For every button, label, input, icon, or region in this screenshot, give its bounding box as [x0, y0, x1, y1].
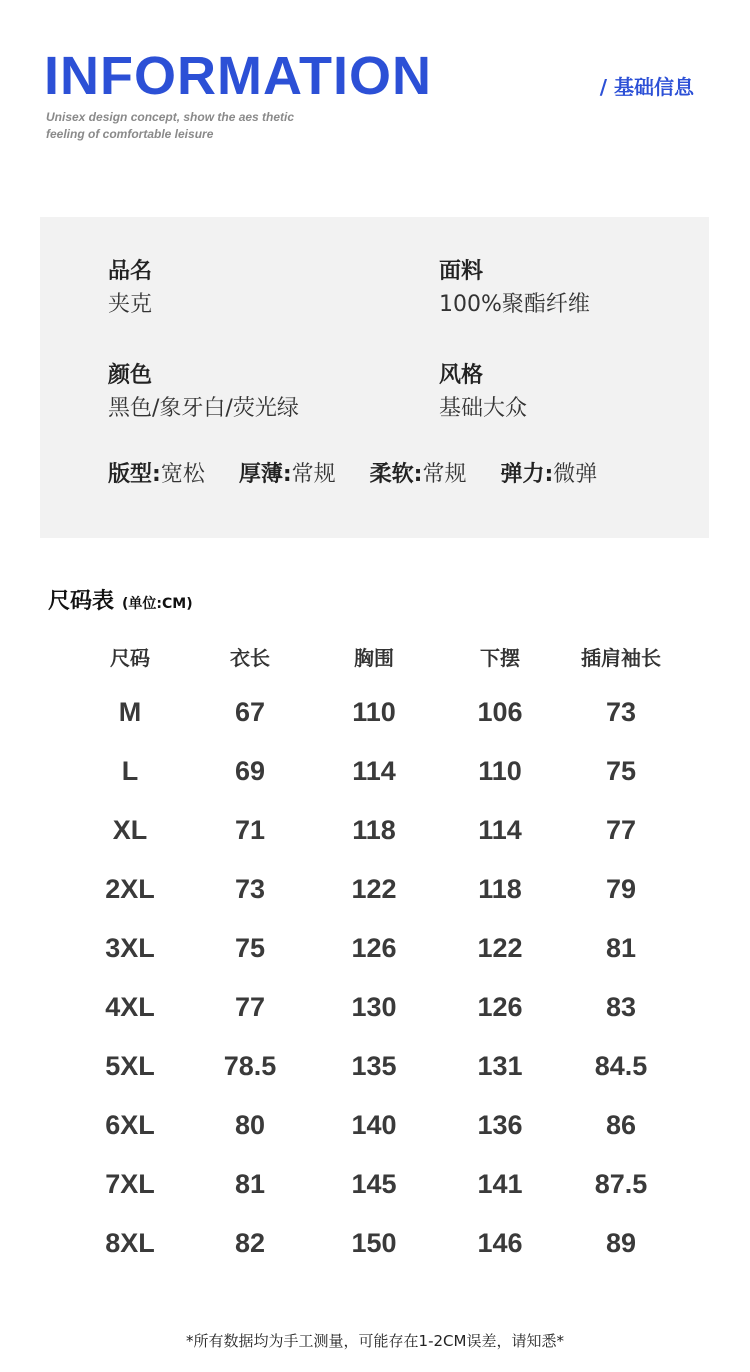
measurement-cell: 75 [605, 756, 637, 786]
table-row [0, 812, 750, 871]
info-value: 夹克 [108, 292, 153, 317]
measurement-cell: 110 [478, 756, 522, 786]
attr-key: 版型: [108, 462, 161, 487]
size-chart-unit: (单位:CM) [122, 596, 193, 612]
measurement-cell: 126 [351, 933, 397, 963]
measurement-cell: 106 [477, 697, 523, 727]
measurement-cell: 114 [478, 815, 522, 845]
measurement-cell: 122 [351, 874, 397, 904]
attr-key: 柔软: [369, 462, 423, 487]
info-fabric [439, 257, 590, 320]
attr-value: 微弹 [553, 462, 598, 487]
measurement-cell: 79 [605, 874, 637, 904]
table-row [0, 1048, 750, 1107]
attr-softness [370, 460, 467, 490]
attr-key: 弹力: [500, 462, 554, 487]
table-body [0, 694, 750, 1284]
measurement-cell: 78.5 [223, 1051, 277, 1081]
table-row [0, 1225, 750, 1284]
size-cell: M [118, 697, 142, 727]
attr-thickness [239, 460, 336, 490]
info-product-name [108, 257, 152, 320]
measurement-cell: 81 [605, 933, 637, 963]
table-row [0, 1107, 750, 1166]
basic-info-panel [40, 217, 709, 538]
size-cell: 3XL [105, 933, 155, 963]
table-row [0, 989, 750, 1048]
measurement-cell: 145 [351, 1169, 397, 1199]
attr-value: 常规 [291, 462, 336, 487]
measurement-cell: 135 [351, 1051, 397, 1081]
info-value: 100%聚酯纤维 [439, 292, 590, 317]
measurement-cell: 130 [351, 992, 397, 1022]
measurement-cell: 80 [234, 1110, 266, 1140]
info-label: 面料 [439, 259, 484, 284]
measurement-cell: 73 [234, 874, 266, 904]
measurement-cell: 81 [234, 1169, 266, 1199]
size-cell: 5XL [105, 1051, 155, 1081]
measurement-cell: 84.5 [594, 1051, 648, 1081]
section-label: / 基础信息 [599, 75, 694, 99]
size-cell: L [121, 756, 139, 786]
attr-elasticity [500, 460, 597, 490]
attribute-row [108, 460, 631, 490]
measurement-cell: 67 [234, 697, 266, 727]
info-value: 基础大众 [439, 396, 528, 421]
column-header: 插肩袖长 [581, 646, 661, 670]
measurement-cell: 131 [477, 1051, 523, 1081]
header-subtitle-line: Unisex design concept, show the aes thetic [46, 110, 295, 124]
measurement-cell: 75 [234, 933, 266, 963]
size-chart-heading: 尺码表 [48, 589, 115, 614]
info-color [108, 361, 299, 424]
measurement-cell: 150 [351, 1228, 397, 1258]
info-value: 黑色/象牙白/荧光绿 [108, 396, 299, 421]
size-table [0, 640, 750, 1284]
measurement-cell: 114 [352, 756, 396, 786]
measurement-cell: 71 [234, 815, 266, 845]
measurement-cell: 82 [234, 1228, 266, 1258]
size-cell: 4XL [105, 992, 155, 1022]
table-row [0, 753, 750, 812]
size-cell: 6XL [105, 1110, 155, 1140]
measurement-cell: 118 [352, 815, 396, 845]
attr-key: 厚薄: [238, 462, 292, 487]
measurement-cell: 86 [605, 1110, 637, 1140]
size-cell: XL [112, 815, 148, 845]
column-header: 尺码 [110, 646, 150, 670]
measurement-cell: 141 [477, 1169, 523, 1199]
measurement-cell: 146 [477, 1228, 523, 1258]
measurement-footnote: *所有数据均为手工测量，可能存在1-2CM误差，请知悉* [186, 1332, 564, 1350]
measurement-cell: 136 [477, 1110, 523, 1140]
column-header: 下摆 [480, 646, 520, 670]
size-cell: 7XL [105, 1169, 155, 1199]
measurement-cell: 83 [605, 992, 637, 1022]
measurement-cell: 118 [478, 874, 522, 904]
size-cell: 8XL [105, 1228, 155, 1258]
header-subtitle [46, 109, 346, 143]
info-label: 品名 [108, 259, 153, 284]
column-header: 胸围 [354, 646, 394, 670]
info-label: 颜色 [108, 363, 153, 388]
measurement-cell: 126 [477, 992, 523, 1022]
table-row [0, 930, 750, 989]
table-row [0, 871, 750, 930]
attr-fit [108, 460, 205, 490]
measurement-cell: 73 [605, 697, 637, 727]
measurement-cell: 110 [352, 697, 396, 727]
measurement-cell: 77 [605, 815, 637, 845]
table-row [0, 694, 750, 753]
page-title: INFORMATION [44, 46, 432, 106]
size-chart-title [48, 584, 193, 615]
attr-value: 常规 [422, 462, 467, 487]
size-cell: 2XL [105, 874, 155, 904]
info-style [439, 361, 527, 424]
measurement-cell: 87.5 [594, 1169, 648, 1199]
measurement-cell: 69 [234, 756, 266, 786]
info-label: 风格 [439, 363, 484, 388]
header-subtitle-line: feeling of comfortable leisure [46, 127, 214, 141]
measurement-cell: 89 [605, 1228, 637, 1258]
measurement-cell: 77 [234, 992, 266, 1022]
measurement-cell: 122 [477, 933, 523, 963]
table-row [0, 1166, 750, 1225]
table-header-row [0, 640, 750, 694]
column-header: 衣长 [230, 646, 270, 670]
attr-value: 宽松 [160, 462, 205, 487]
measurement-cell: 140 [351, 1110, 397, 1140]
